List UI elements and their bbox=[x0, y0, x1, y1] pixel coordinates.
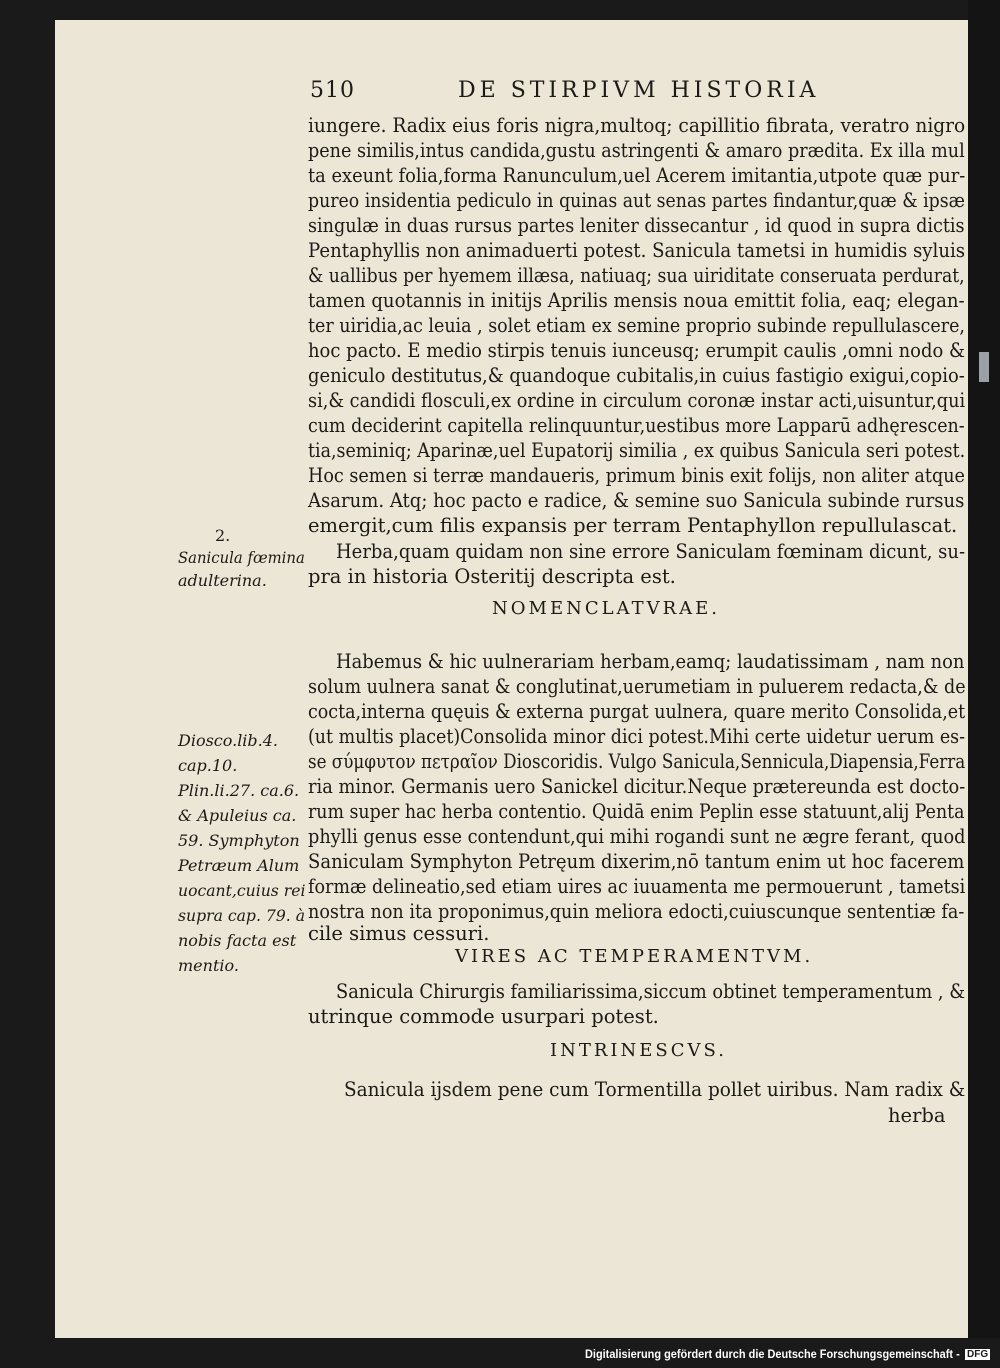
text-line: (ut multis placet)Consolida minor dici potest.Mihi certe uidetur uerum es- bbox=[308, 725, 966, 748]
text-line: ria minor. Germanis uero Sanickel dicitur.Neque prætereunda est docto- bbox=[308, 775, 966, 798]
text-line: geniculo destitutus,& quandoque cubitalis,in cuius fastigio exigui,copio- bbox=[308, 364, 965, 387]
text-line: iungere. Radix eius foris nigra,multoq; capillitio fibrata, veratro nigro bbox=[308, 114, 966, 137]
margin-note: nobis facta est bbox=[178, 931, 297, 950]
margin-note: 59. Symphyton bbox=[178, 831, 300, 850]
text-line: Pentaphyllis non animaduerti potest. Sanicula tametsi in humidis syluis bbox=[308, 239, 966, 262]
margin-note: mentio. bbox=[178, 956, 239, 975]
text-line: hoc pacto. E medio stirpis tenuis iunceusq; erumpit caulis ,omni nodo & bbox=[308, 339, 965, 362]
text-line: Herba,quam quidam non sine errore Saniculam fœminam dicunt, su- bbox=[336, 540, 966, 563]
text-line: cile simus cessuri. bbox=[308, 922, 490, 945]
text-line: utrinque commode usurpari potest. bbox=[308, 1005, 659, 1028]
catchword: herba bbox=[888, 1104, 946, 1127]
margin-number: 2. bbox=[215, 526, 231, 545]
text-line: pra in historia Osteritij descripta est. bbox=[308, 565, 676, 588]
text-line: solum uulnera sanat & conglutinat,uerumetiam in puluerem redacta,& de bbox=[308, 675, 966, 698]
margin-note: & Apuleius ca. bbox=[178, 806, 297, 825]
section-heading-nomenclaturae: NOMENCLATVRAE. bbox=[492, 598, 720, 619]
text-line: Sanicula ijsdem pene cum Tormentilla pollet uiribus. Nam radix & bbox=[344, 1078, 966, 1101]
margin-note: Diosco.lib.4. bbox=[178, 731, 279, 750]
margin-note: Petræum Alum bbox=[178, 856, 300, 875]
text-line: tamen quotannis in initijs Aprilis mensis noua emittit folia, eaq; elegan- bbox=[308, 289, 965, 312]
text-line: phylli genus esse contendunt,qui mihi rogandi sunt ne ægre ferant, quod bbox=[308, 825, 966, 848]
digitization-credit: Digitalisierung gefördert durch die Deutsche Forschungsgemeinschaft - bbox=[585, 1349, 960, 1361]
text-line: nostra non ita proponimus,quin meliora edocti,cuiuscunque sententiæ fa- bbox=[308, 900, 965, 923]
text-line: cocta,interna quęuis & externa purgat uulnera, quare merito Consolida,et bbox=[308, 700, 966, 723]
text-line: Habemus & hic uulnerariam herbam,eamq; laudatissimam , nam non bbox=[336, 650, 965, 673]
text-line: formæ delineatio,sed etiam uires ac iuuamenta me permouerunt , tametsi bbox=[308, 875, 966, 898]
text-line: emergit,cum filis expansis per terram Pentaphyllon repullulascat. bbox=[308, 514, 958, 537]
text-line: Asarum. Atq; hoc pacto e radice, & semine suo Sanicula subinde rursus bbox=[308, 489, 965, 512]
text-line: tia,seminiq; Aparinæ,uel Eupatorij similia , ex quibus Sanicula seri potest. bbox=[308, 439, 966, 462]
dfg-logo: DFG bbox=[967, 1349, 989, 1360]
margin-note: uocant,cuius rei bbox=[178, 881, 306, 900]
text-line: Hoc semen si terræ mandaueris, primum binis exit folijs, non aliter atque bbox=[308, 464, 965, 487]
text-line: rum super hac herba contentio. Quidā enim Peplin esse statuunt,alij Penta bbox=[308, 800, 965, 823]
margin-note: supra cap. 79. à bbox=[178, 906, 306, 925]
text-line: & uallibus per hyemem illæsa, natiuaq; sua uiriditate conseruata perdurat, bbox=[308, 264, 965, 287]
margin-note: cap.10. bbox=[178, 756, 238, 775]
page-number: 510 bbox=[310, 78, 355, 103]
margin-note: adulterina. bbox=[178, 571, 267, 590]
running-title: DE STIRPIVM HISTORIA bbox=[458, 78, 820, 103]
text-line: cum deciderint capitella relinquuntur,uestibus more Lapparū adhęrescen- bbox=[308, 414, 965, 437]
text-line: se σύμφυτον πετραῖον Dioscoridis. Vulgo Sanicula,Sennicula,Diapensia,Ferra bbox=[308, 750, 966, 773]
text-line: Sanicula Chirurgis familiarissima,siccum obtinet temperamentum , & bbox=[336, 980, 966, 1003]
margin-note: Sanicula fœmina bbox=[178, 548, 305, 567]
text-line: pureo insidentia pediculo in quinas aut senas partes findantur,quæ & ipsæ bbox=[308, 189, 965, 212]
text-line: ta exeunt folia,forma Ranunculum,uel Acerem imitantia,utpote quæ pur- bbox=[308, 164, 966, 187]
scan-edge-strip bbox=[968, 0, 1000, 1338]
section-heading-intrinsecus: INTRINESCVS. bbox=[550, 1040, 727, 1061]
section-heading-vires: VIRES AC TEMPERAMENTVM. bbox=[455, 946, 814, 967]
text-line: pene similis,intus candida,gustu astringenti & amaro prædita. Ex illa mul bbox=[308, 139, 965, 162]
text-line: singulæ in duas rursus partes leniter dissecantur , id quod in supra dictis bbox=[308, 214, 965, 237]
margin-note: Plin.li.27. ca.6. bbox=[178, 781, 300, 800]
text-line: si,& candidi flosculi,ex ordine in circulum coronæ instar acti,uisuntur,qui bbox=[308, 389, 966, 412]
text-line: ter uiridia,ac leuia , solet etiam ex semine proprio subinde repullulascere, bbox=[308, 314, 965, 337]
text-line: Saniculam Symphyton Petręum dixerim,nō tantum enim ut hoc facerem bbox=[308, 850, 965, 873]
scan-marker bbox=[979, 352, 989, 382]
